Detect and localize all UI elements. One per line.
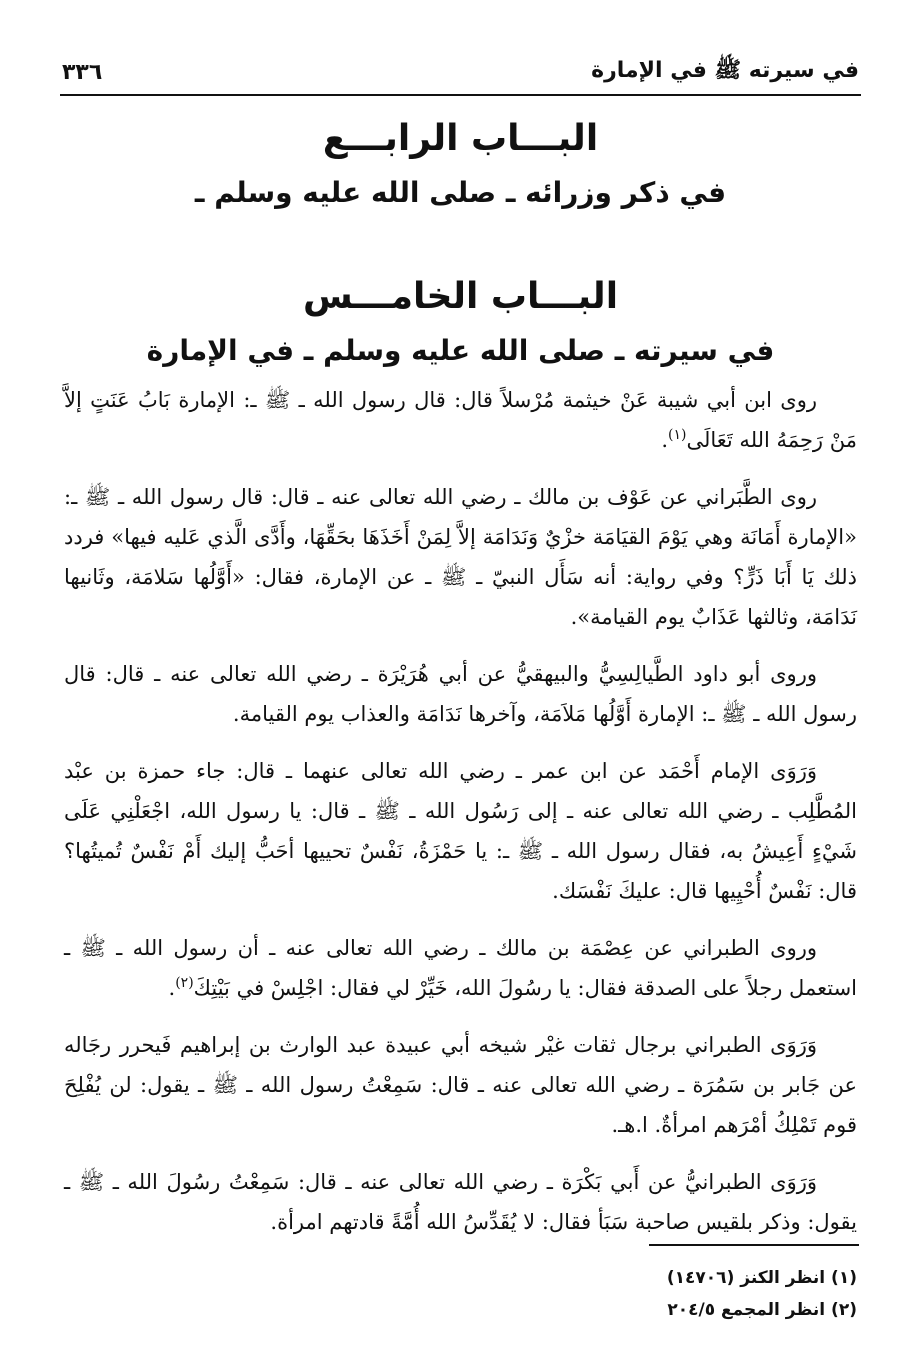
paragraph-text: وروى أبو داود الطَّيالِسِيُّ والبيهقيُّ عن أبي هُرَيْرَة ـ رضي الله تعالى عنه ـ قال: قال رسول الله ـ ﷺ ـ: الإمارة أَوَّلُها مَلاَمَة، وآخرها نَدَامَة والعذاب يوم القيامة. xyxy=(64,662,857,726)
paragraph xyxy=(64,1162,857,1242)
paragraph-text: روى ابن أبي شيبة عَنْ خيثمة مُرْسلاً قال: قال رسول الله ـ ﷺ ـ: الإمارة بَابُ عَنَتٍ إلاَّ مَنْ رَحِمَهُ الله تَعَالَى xyxy=(64,388,857,452)
paragraph xyxy=(64,751,857,911)
paragraph-text: وَرَوَى الإمام أَحْمَد عن ابن عمر ـ رضي الله تعالى عنهما ـ قال: جاء حمزة بن عبْد المُطَّلِب ـ رضي الله تعالى عنه ـ إلى رَسُول الله ـ ﷺ ـ قال: يا رسول الله، اجْعَلْنِي عَلَى شَيْءٍ أَعِيشُ به، فقال رسول الله ـ ﷺ ـ: يا حَمْزَةُ، نَفْسٌ تحييها أحَبُّ إليك أَمْ نَفْسٌ تُميتُها؟ قال: نَفْسٌ أُحْيِيها قال: عليكَ نَفْسَك. xyxy=(64,759,857,903)
header-divider xyxy=(60,94,861,96)
paragraph-text: وروى الطبراني عن عِصْمَة بن مالك ـ رضي الله تعالى عنه ـ أن رسول الله ـ ﷺ ـ استعمل رجلاً على الصدقة فقال: يا رسُولَ الله، خَيِّرْ لي فقال: اجْلِسْ في بَيْتِكَ xyxy=(64,936,857,1000)
running-title: في سيرته ﷺ في الإمارة xyxy=(591,58,859,83)
chapter-5-title: البـــاب الخامـــس xyxy=(302,276,619,317)
footnotes xyxy=(300,1262,857,1326)
paragraph xyxy=(64,654,857,734)
paragraph-text: وَرَوَى الطبراني برجال ثقات غيْر شيخه أبي عبيدة عبد الوارث بن إبراهيم فَيحرر رجَاله عن جَابر بن سَمُرَة ـ رضي الله تعالى عنه ـ قال: سَمِعْتُ رسول الله ـ ﷺ ـ يقول: لن يُفْلِحَ قوم تَمْلِكُ أمْرَهم امرأةٌ. ا.هـ. xyxy=(64,1033,857,1137)
paragraph xyxy=(64,477,857,637)
paragraph xyxy=(64,380,857,460)
footnote-divider xyxy=(649,1244,859,1246)
chapter-4-title: البـــاب الرابـــع xyxy=(322,118,599,159)
paragraph-tail: . xyxy=(661,428,669,452)
footnote-marker: (٢) xyxy=(175,975,194,991)
footnote-1: (١) انظر الكنز (١٤٧٠٦) xyxy=(666,1268,857,1288)
paragraph xyxy=(64,928,857,1008)
paragraph-tail: . xyxy=(168,976,176,1000)
footnote-2: (٢) انظر المجمع ٢٠٤/٥ xyxy=(667,1300,857,1320)
footnote-marker: (١) xyxy=(668,427,687,443)
body-text xyxy=(64,380,857,1259)
chapter-5-subtitle: في سيرته ـ صلى الله عليه وسلم ـ في الإمارة xyxy=(146,334,775,367)
running-header xyxy=(62,52,859,92)
page-number: ٣٣٦ xyxy=(62,59,103,85)
paragraph-text: وَرَوَى الطبرانيُّ عن أَبي بَكْرَة ـ رضي الله تعالى عنه ـ قال: سَمِعْتُ رسُولَ الله ـ ﷺ ـ يقول: وذكر بلقيس صاحبة سَبَأ فقال: لا يُقَدِّسُ الله أُمَّةً قادتهم امرأة. xyxy=(64,1170,857,1234)
chapter-4-subtitle: في ذكر وزرائه ـ صلى الله عليه وسلم ـ xyxy=(194,176,727,209)
paragraph xyxy=(64,1025,857,1145)
paragraph-text: روى الطَّبَراني عن عَوْف بن مالك ـ رضي الله تعالى عنه ـ قال: قال رسول الله ـ ﷺ ـ: «الإمارة أَمَانَة وهي يَوْمَ القيَامَة خزْيٌ وَنَدَامَة إلاَّ لِمَنْ أَخَذَهَا بحَقِّهَا، وأَدَّى الَّذي عَليه فيها» فردد ذلك يَا أَبَا ذَرٍّ؟ وفي رواية: أنه سَأَل النبيّ ـ ﷺ ـ عن الإمارة، فقال: «أَوَّلُها سَلامَة، وثَانيها نَدَامَة، وثالثها عَذَابٌ يوم القيامة». xyxy=(64,485,857,629)
